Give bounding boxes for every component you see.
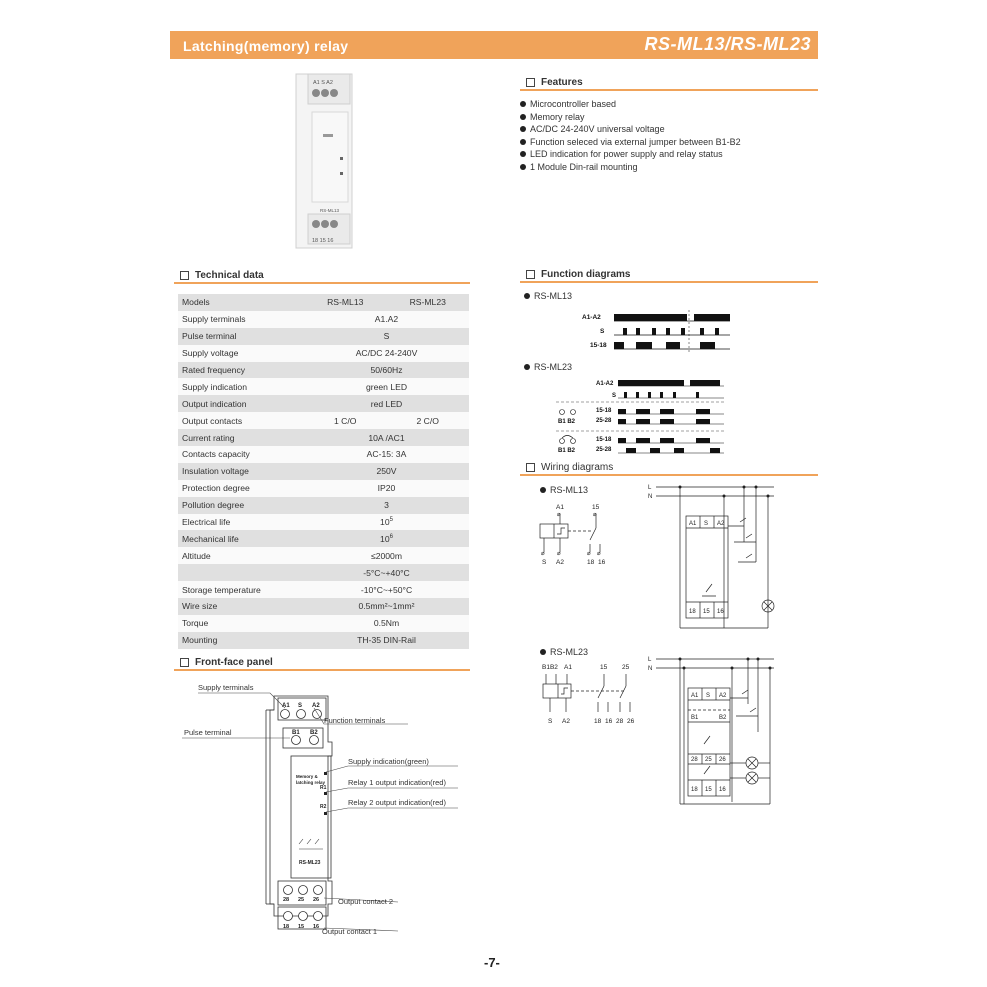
- svg-text:A1: A1: [691, 693, 699, 699]
- tech-value-text: 10: [380, 517, 390, 528]
- tech-value: [300, 294, 469, 311]
- tech-label: Altitude: [182, 550, 211, 561]
- photo-model: RS-ML13: [320, 208, 340, 213]
- front-panel-heading: Front-face panel: [180, 657, 273, 668]
- page-title: Latching(memory) relay: [183, 38, 349, 54]
- tech-value-text: 3: [384, 500, 389, 511]
- tech-value: [300, 378, 469, 395]
- tech-label: Torque: [182, 618, 209, 629]
- tech-value: [300, 615, 469, 632]
- tech-value-exp: 6: [389, 534, 393, 541]
- function-rule: [520, 281, 818, 283]
- model-title: RS-ML13/RS-ML23: [644, 34, 811, 54]
- ml23-schematic: [538, 660, 642, 726]
- tech-label: Supply indication: [182, 381, 247, 392]
- terminal-25: 25: [298, 897, 305, 903]
- svg-text:28: 28: [691, 757, 698, 763]
- tech-row: [178, 632, 469, 649]
- ml23-wiring-label: RS-ML23: [540, 647, 588, 657]
- tech-label: Storage temperature: [182, 584, 261, 595]
- tech-value: [300, 581, 469, 598]
- tech-row: [178, 497, 469, 514]
- callout-function-terminals: Function terminals: [324, 716, 386, 725]
- tech-row: [178, 514, 469, 531]
- tech-value-text: 50/60Hz: [370, 365, 403, 375]
- tech-row: [178, 598, 469, 615]
- terminal-a1: A1: [282, 703, 290, 709]
- tech-row: [178, 564, 469, 581]
- technical-rule: [174, 282, 470, 284]
- svg-text:15: 15: [592, 504, 600, 511]
- tech-value-a: RS-ML13: [327, 297, 364, 308]
- checkbox-icon: [526, 463, 535, 472]
- tech-label: Current rating: [182, 432, 235, 443]
- feature-item: Microcontroller based: [520, 98, 741, 111]
- svg-text:25: 25: [622, 664, 630, 671]
- tech-value: [300, 395, 469, 412]
- features-rule: [520, 89, 818, 91]
- terminal-s: S: [298, 703, 303, 709]
- terminal-a2: A2: [312, 703, 320, 709]
- svg-text:25-28: 25-28: [596, 447, 612, 453]
- tech-label: Rated frequency: [182, 365, 246, 375]
- ml13-timing-diagram: [560, 306, 740, 352]
- tech-label: Output contacts: [182, 415, 243, 426]
- svg-text:15-18: 15-18: [596, 437, 612, 443]
- tech-label: Contacts capacity: [182, 449, 250, 460]
- tech-row: [178, 362, 469, 379]
- tech-value-text: AC-15: 3A: [366, 449, 407, 460]
- svg-text:⌀: ⌀: [557, 512, 561, 518]
- feature-item: LED indication for power supply and relay status: [520, 148, 741, 161]
- svg-text:B1: B1: [691, 715, 699, 721]
- function-heading: Function diagrams: [526, 269, 630, 280]
- bullet-icon: [524, 364, 530, 370]
- terminal-b1: B1: [292, 730, 300, 736]
- ml23-timing-diagram: [556, 374, 756, 460]
- tech-row: [178, 395, 469, 412]
- feature-item: AC/DC 24-240V universal voltage: [520, 123, 741, 136]
- tech-value: [300, 598, 469, 615]
- tech-row: [178, 294, 469, 311]
- svg-text:16: 16: [719, 787, 726, 793]
- svg-text:A1: A1: [564, 664, 572, 671]
- svg-text:S: S: [704, 521, 709, 527]
- tech-value-text: -10°C~+50°C: [360, 584, 413, 595]
- tech-value: [300, 362, 469, 379]
- line-l: L: [648, 485, 652, 491]
- tech-row: [178, 547, 469, 564]
- svg-text:18: 18: [587, 559, 595, 566]
- photo-terminals-top: A1 S A2: [313, 80, 333, 86]
- tech-row: [178, 530, 469, 547]
- line-n-23: N: [648, 666, 653, 672]
- svg-text:S: S: [548, 718, 553, 725]
- svg-text:A2: A2: [717, 521, 725, 527]
- jumper-label-1: B1 B2: [558, 419, 576, 425]
- tech-value-text: 10: [380, 533, 390, 544]
- tech-row: [178, 345, 469, 362]
- tech-value-text: A1.A2: [374, 314, 399, 325]
- svg-text:⌀: ⌀: [593, 512, 597, 518]
- tech-value: [300, 547, 469, 564]
- device-model: RS-ML23: [299, 860, 321, 866]
- tech-value: [300, 311, 469, 328]
- product-photo: [290, 72, 360, 252]
- svg-text:28: 28: [616, 718, 624, 725]
- device-label-2: latching relay: [296, 780, 326, 785]
- tech-label: Mounting: [182, 635, 218, 646]
- tech-row: [178, 615, 469, 632]
- svg-text:26: 26: [627, 718, 635, 725]
- tech-label: Protection degree: [182, 483, 250, 494]
- terminal-15: 15: [298, 924, 305, 930]
- svg-text:A1-A2: A1-A2: [596, 381, 614, 387]
- svg-text:S: S: [706, 693, 711, 699]
- wiring-heading: Wiring diagrams: [526, 462, 613, 473]
- svg-text:A2: A2: [556, 559, 564, 566]
- bullet-icon: [540, 649, 546, 655]
- terminal-16: 16: [313, 924, 320, 930]
- tech-value: [300, 480, 469, 497]
- tech-row: [178, 429, 469, 446]
- feature-item: Function seleced via external jumper between B1-B2: [520, 136, 741, 149]
- tech-value-b: 2 C/O: [416, 415, 439, 426]
- ml13-schematic: [530, 500, 620, 570]
- callout-relay1: Relay 1 output indication(red): [348, 778, 446, 787]
- tech-row: [178, 412, 469, 429]
- technical-heading: Technical data: [180, 270, 264, 281]
- callout-output1: Output contact 1: [322, 927, 378, 936]
- feature-item: 1 Module Din-rail mounting: [520, 161, 741, 174]
- tech-value-b: RS-ML23: [409, 297, 446, 308]
- tech-value-text: 10A /AC1: [368, 432, 405, 443]
- jumper-label-2: B1 B2: [558, 448, 576, 454]
- tech-value-text: -5°C~+40°C: [363, 567, 410, 578]
- tech-value-exp: 5: [389, 517, 393, 524]
- terminal-26: 26: [313, 897, 320, 903]
- ml13-function-label: RS-ML13: [524, 291, 572, 301]
- ml13-panel-wiring: [646, 482, 778, 630]
- svg-text:⌀: ⌀: [541, 551, 545, 557]
- led-r2: R2: [320, 804, 327, 810]
- svg-text:16: 16: [598, 559, 606, 566]
- svg-text:15-18: 15-18: [590, 342, 607, 349]
- tech-value: [300, 632, 469, 649]
- tech-label: Insulation voltage: [182, 466, 249, 477]
- svg-text:A1-A2: A1-A2: [582, 314, 601, 321]
- tech-label: Pulse terminal: [182, 331, 237, 342]
- photo-terminals-bottom: 18 15 16: [312, 238, 334, 244]
- front-panel-rule: [174, 669, 470, 671]
- svg-text:⌀: ⌀: [557, 551, 561, 557]
- tech-label: Electrical life: [182, 517, 231, 528]
- feature-item: Memory relay: [520, 111, 741, 124]
- tech-value: [300, 564, 469, 581]
- tech-value-text: AC/DC 24-240V: [355, 348, 418, 359]
- tech-value-text: 0.5Nm: [373, 618, 400, 629]
- tech-label: Wire size: [182, 601, 218, 612]
- ml23-function-label: RS-ML23: [524, 362, 572, 372]
- tech-value: [300, 463, 469, 480]
- svg-text:15: 15: [600, 664, 608, 671]
- checkbox-icon: [180, 658, 189, 667]
- svg-text:16: 16: [605, 718, 613, 725]
- ml23-panel-wiring: [646, 652, 778, 808]
- ml13-wiring-label: RS-ML13: [540, 485, 588, 495]
- technical-table: [178, 294, 469, 649]
- tech-label: Pollution degree: [182, 500, 245, 511]
- svg-text:A2: A2: [562, 718, 570, 725]
- bullet-icon: [540, 487, 546, 493]
- svg-text:25-28: 25-28: [596, 418, 612, 424]
- svg-text:15-18: 15-18: [596, 408, 612, 414]
- tech-label: Supply terminals: [182, 314, 246, 325]
- callout-relay2: Relay 2 output indication(red): [348, 798, 446, 807]
- tech-value-text: 250V: [376, 466, 397, 477]
- front-panel-drawing: [178, 676, 470, 946]
- tech-value-a: 1 C/O: [334, 415, 357, 426]
- tech-value: [300, 530, 469, 547]
- svg-text:16: 16: [717, 609, 724, 615]
- terminal-28: 28: [283, 897, 290, 903]
- svg-text:A1: A1: [556, 504, 564, 511]
- tech-row: [178, 446, 469, 463]
- tech-label: Mechanical life: [182, 533, 239, 544]
- tech-value-text: 0.5mm²~1mm²: [358, 601, 415, 612]
- led-r1: R1: [320, 785, 327, 791]
- page-number: -7-: [484, 955, 500, 970]
- checkbox-icon: [180, 271, 189, 280]
- tech-row: [178, 581, 469, 598]
- svg-text:26: 26: [719, 757, 726, 763]
- line-n: N: [648, 494, 653, 500]
- features-list: [520, 98, 741, 173]
- tech-row: [178, 463, 469, 480]
- tech-label: [178, 564, 300, 581]
- tech-value-text: TH-35 DIN-Rail: [357, 635, 416, 646]
- device-label: Memory &: [296, 774, 318, 779]
- tech-value: [300, 429, 469, 446]
- tech-label: Models: [182, 297, 210, 308]
- svg-text:15: 15: [705, 787, 712, 793]
- tech-row: [178, 311, 469, 328]
- tech-value: [300, 328, 469, 345]
- svg-text:18: 18: [691, 787, 698, 793]
- callout-supply-indication: Supply indication(green): [348, 757, 429, 766]
- terminal-18: 18: [283, 924, 290, 930]
- svg-text:S: S: [600, 328, 605, 335]
- callout-output2: Output contact 2: [338, 897, 394, 906]
- svg-text:B2: B2: [719, 715, 727, 721]
- checkbox-icon: [526, 270, 535, 279]
- svg-text:15: 15: [703, 609, 710, 615]
- svg-text:⌀: ⌀: [597, 551, 601, 557]
- tech-value: [300, 345, 469, 362]
- svg-text:S: S: [542, 559, 547, 566]
- checkbox-icon: [526, 78, 535, 87]
- wiring-rule: [520, 474, 818, 476]
- tech-label: Output indication: [182, 398, 247, 409]
- tech-value: [300, 412, 469, 429]
- svg-text:S: S: [612, 393, 617, 399]
- features-heading: Features: [526, 77, 583, 88]
- svg-text:A2: A2: [719, 693, 727, 699]
- tech-value-text: S: [383, 331, 390, 342]
- tech-value-text: ≤2000m: [371, 550, 402, 561]
- callout-supply-terminals: Supply terminals: [198, 683, 254, 692]
- bullet-icon: [524, 293, 530, 299]
- tech-value: [300, 497, 469, 514]
- svg-text:A1: A1: [689, 521, 697, 527]
- tech-row: [178, 378, 469, 395]
- tech-label: Supply voltage: [182, 348, 239, 359]
- tech-value: [300, 514, 469, 531]
- tech-value-text: IP20: [377, 483, 396, 494]
- tech-value-text: red LED: [370, 398, 403, 409]
- svg-text:⌀: ⌀: [587, 551, 591, 557]
- line-l-23: L: [648, 657, 652, 663]
- svg-text:25: 25: [705, 757, 712, 763]
- tech-row: [178, 480, 469, 497]
- svg-text:B1B2: B1B2: [542, 664, 558, 671]
- tech-row: [178, 328, 469, 345]
- svg-text:18: 18: [594, 718, 602, 725]
- tech-value-text: green LED: [365, 381, 408, 392]
- tech-value: [300, 446, 469, 463]
- callout-pulse-terminal: Pulse terminal: [184, 728, 232, 737]
- svg-text:18: 18: [689, 609, 696, 615]
- terminal-b2: B2: [310, 730, 318, 736]
